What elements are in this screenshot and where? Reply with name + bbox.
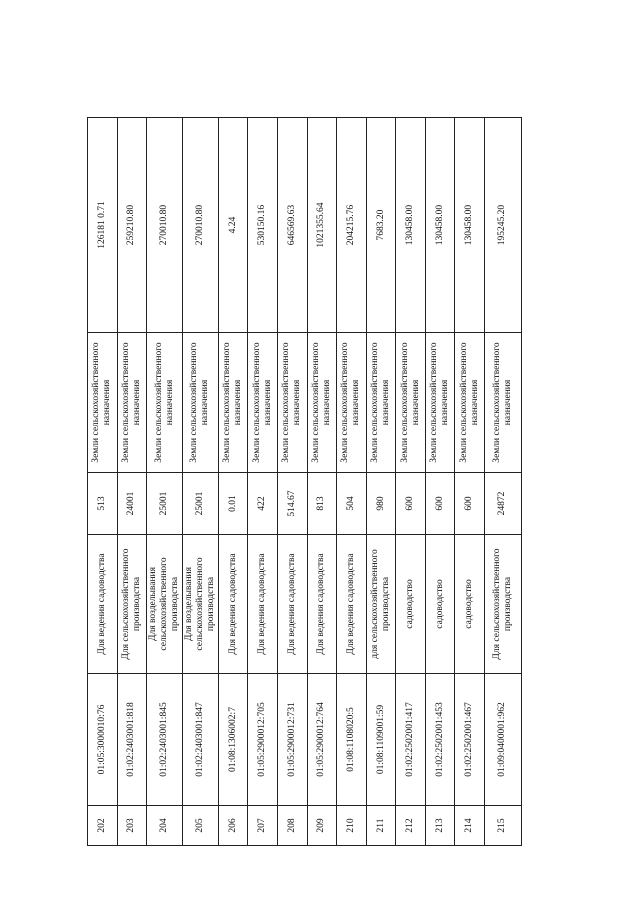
row-number-cell: 214	[455, 806, 485, 846]
row-number-cell: 208	[278, 806, 308, 846]
permitted-use-cell: садоводство	[455, 535, 485, 674]
land-category-cell: Земли сельскохозяйственного назначения	[366, 333, 396, 473]
land-plots-table	[87, 117, 522, 846]
cadastral-value-cell: 530150.16	[248, 118, 278, 333]
cadastral-value-cell: 270010.80	[183, 118, 219, 333]
cadastral-value-cell: 195245.20	[484, 118, 521, 333]
area-cell: 24001	[117, 473, 147, 535]
area-cell: 0.01	[218, 473, 248, 535]
cadastral-value-cell: 1021355.64	[307, 118, 337, 333]
area-cell: 600	[425, 473, 455, 535]
permitted-use-cell: для сельскохозяйственного производства	[366, 535, 396, 674]
row-number-cell: 213	[425, 806, 455, 846]
row-number-cell: 207	[248, 806, 278, 846]
permitted-use-cell: Для ведения садоводства	[278, 535, 308, 674]
table-row	[307, 118, 337, 846]
land-category-cell: Земли сельскохозяйственного назначения	[396, 333, 426, 473]
land-category-cell: Земли сельскохозяйственного назначения	[337, 333, 367, 473]
land-category-cell: Земли сельскохозяйственного назначения	[183, 333, 219, 473]
row-number-cell: 209	[307, 806, 337, 846]
land-category-cell: Земли сельскохозяйственного назначения	[218, 333, 248, 473]
cadastral-number-cell: 01:08:1306002:7	[218, 674, 248, 806]
land-category-cell: Земли сельскохозяйственного назначения	[307, 333, 337, 473]
permitted-use-cell: Для сельскохозяйственного производства	[484, 535, 521, 674]
land-category-cell: Земли сельскохозяйственного назначения	[484, 333, 521, 473]
table-row	[337, 118, 367, 846]
permitted-use-cell: Для сельскохозяйственного производства	[117, 535, 147, 674]
cadastral-value-cell: 4.24	[218, 118, 248, 333]
row-number-cell: 212	[396, 806, 426, 846]
table-frame	[87, 118, 522, 846]
table-row	[183, 118, 219, 846]
cadastral-number-cell: 01:09:0400001:962	[484, 674, 521, 806]
permitted-use-cell: Для ведения садоводства	[88, 535, 118, 674]
cadastral-number-cell: 01:05:2900012:705	[248, 674, 278, 806]
cadastral-number-cell: 01:05:3000010:76	[88, 674, 118, 806]
table-row	[278, 118, 308, 846]
row-number-cell: 203	[117, 806, 147, 846]
area-cell: 504	[337, 473, 367, 535]
area-cell: 514.67	[278, 473, 308, 535]
table-row	[218, 118, 248, 846]
table-row	[455, 118, 485, 846]
cadastral-value-cell: 130458.00	[455, 118, 485, 333]
cadastral-number-cell: 01:02:2502001:453	[425, 674, 455, 806]
cadastral-value-cell: 126181 0.71	[88, 118, 118, 333]
cadastral-number-cell: 01:08:1108020:5	[337, 674, 367, 806]
permitted-use-cell: садоводство	[396, 535, 426, 674]
row-number-cell: 205	[183, 806, 219, 846]
area-cell: 600	[396, 473, 426, 535]
row-number-cell: 206	[218, 806, 248, 846]
area-cell: 25001	[147, 473, 183, 535]
row-number-cell: 202	[88, 806, 118, 846]
land-category-cell: Земли сельскохозяйственного назначения	[248, 333, 278, 473]
cadastral-number-cell: 01:02:2502001:417	[396, 674, 426, 806]
area-cell: 513	[88, 473, 118, 535]
table-row	[88, 118, 118, 846]
land-category-cell: Земли сельскохозяйственного назначения	[278, 333, 308, 473]
cadastral-number-cell: 01:08:1109001:59	[366, 674, 396, 806]
cadastral-value-cell: 130458.00	[396, 118, 426, 333]
table-row	[366, 118, 396, 846]
table-row	[117, 118, 147, 846]
table-row	[425, 118, 455, 846]
permitted-use-cell: Для возделывания сельскохозяйственного производства	[183, 535, 219, 674]
area-cell: 25001	[183, 473, 219, 535]
permitted-use-cell: садоводство	[425, 535, 455, 674]
permitted-use-cell: Для возделывания сельскохозяйственного производства	[147, 535, 183, 674]
cadastral-value-cell: 7683.20	[366, 118, 396, 333]
table-row	[396, 118, 426, 846]
land-category-cell: Земли сельскохозяйственного назначения	[88, 333, 118, 473]
permitted-use-cell: Для ведения садоводства	[218, 535, 248, 674]
table-body	[88, 118, 522, 846]
permitted-use-cell: Для ведения садоводства	[248, 535, 278, 674]
area-cell: 813	[307, 473, 337, 535]
cadastral-number-cell: 01:02:2403001:818	[117, 674, 147, 806]
land-category-cell: Земли сельскохозяйственного назначения	[425, 333, 455, 473]
cadastral-number-cell: 01:05:2900012:731	[278, 674, 308, 806]
table-row	[147, 118, 183, 846]
cadastral-number-cell: 01:02:2403001:845	[147, 674, 183, 806]
cadastral-value-cell: 270010.80	[147, 118, 183, 333]
land-category-cell: Земли сельскохозяйственного назначения	[117, 333, 147, 473]
table-row	[248, 118, 278, 846]
cadastral-value-cell: 259210.80	[117, 118, 147, 333]
area-cell: 422	[248, 473, 278, 535]
row-number-cell: 210	[337, 806, 367, 846]
cadastral-value-cell: 646569.63	[278, 118, 308, 333]
row-number-cell: 215	[484, 806, 521, 846]
table-row	[484, 118, 521, 846]
row-number-cell: 211	[366, 806, 396, 846]
cadastral-number-cell: 01:05:2900012:764	[307, 674, 337, 806]
cadastral-number-cell: 01:02:2403001:847	[183, 674, 219, 806]
row-number-cell: 204	[147, 806, 183, 846]
area-cell: 24872	[484, 473, 521, 535]
cadastral-value-cell: 130458.00	[425, 118, 455, 333]
land-category-cell: Земли сельскохозяйственного назначения	[455, 333, 485, 473]
area-cell: 980	[366, 473, 396, 535]
land-category-cell: Земли сельскохозяйственного назначения	[147, 333, 183, 473]
permitted-use-cell: Для ведения садоводства	[307, 535, 337, 674]
cadastral-value-cell: 204215.76	[337, 118, 367, 333]
area-cell: 600	[455, 473, 485, 535]
permitted-use-cell: Для ведения садоводства	[337, 535, 367, 674]
cadastral-number-cell: 01:02:2502001:467	[455, 674, 485, 806]
